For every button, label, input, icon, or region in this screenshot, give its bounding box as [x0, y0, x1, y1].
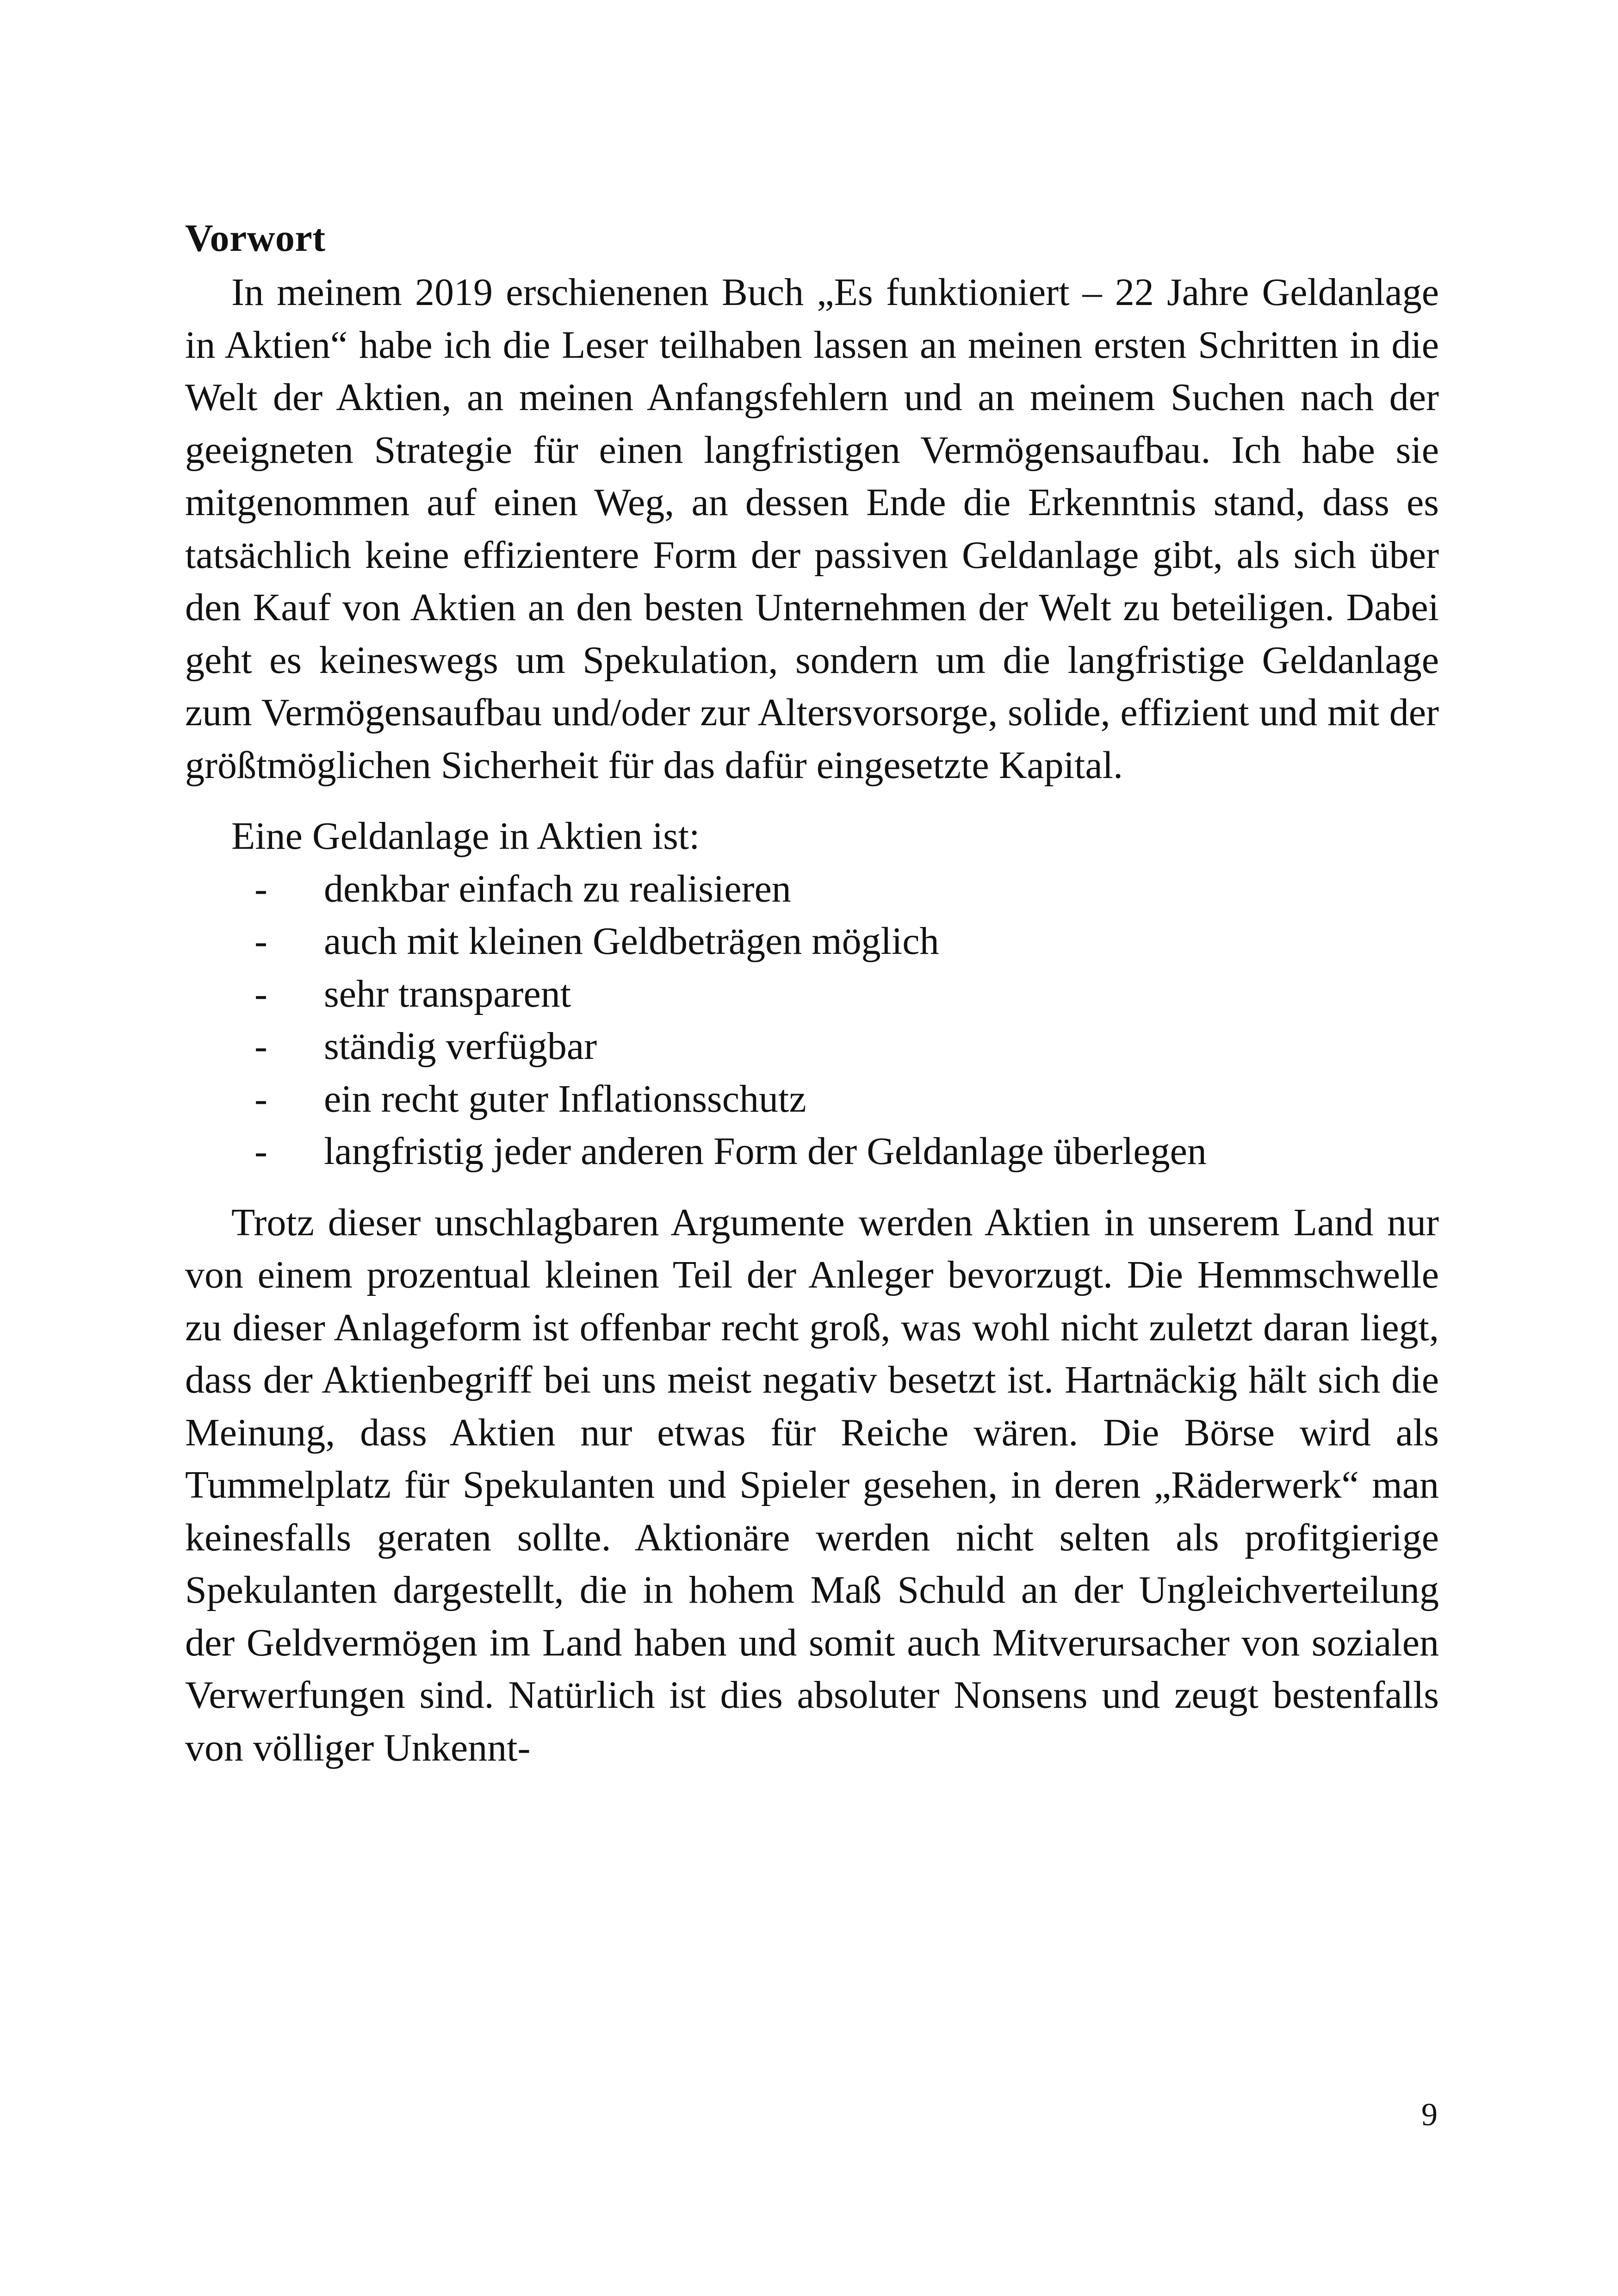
- feature-list: [185, 863, 1439, 1178]
- paragraph-spacer: [185, 791, 1439, 810]
- paragraph-argument: Trotz dieser unschlagbaren Argumente werden Aktien in unserem Land nur von einem prozentual kleinen Teil der Anleger bevorzugt. Die Hemmschwelle zu dieser Anlageform ist offenbar recht groß, was wohl nicht zuletzt daran liegt, dass der Aktienbegriff bei uns meist negativ besetzt ist. Hartnäckig hält sich die Meinung, dass Aktien nur etwas für Reiche wären. Die Börse wird als Tummelplatz für Spekulanten und Spieler gesehen, in deren „Räderwerk“ man keinesfalls geraten sollte. Aktionäre werden nicht selten als profitgierige Spekulanten dargestellt, die in hohem Maß Schuld an der Ungleichverteilung der Geldvermögen im Land haben und somit auch Mitverursacher von sozialen Verwerfungen sind. Natürlich ist dies absoluter Nonsens und zeugt bestenfalls von völliger Unkennt-: [185, 1201, 1439, 1769]
- paragraph-spacer: [185, 1178, 1439, 1196]
- list-item: [185, 968, 1439, 1020]
- list-item: [185, 863, 1439, 915]
- list-item: [185, 1125, 1439, 1178]
- list-item-text: sehr transparent: [324, 972, 571, 1015]
- list-item-text: denkbar einfach zu realisieren: [324, 867, 791, 910]
- bullet-marker: -: [254, 972, 267, 1015]
- page-number: 9: [1421, 2097, 1438, 2133]
- paragraph-intro: In meinem 2019 erschienenen Buch „Es funktioniert – 22 Jahre Geldanlage in Aktien“ habe ich die Leser teilhaben lassen an meinen ersten Schritten in die Welt der Aktien, an meinen Anfangsfehlern und an meinem Suchen nach der geeigneten Strategie für einen langfristigen Vermögensaufbau. Ich habe sie mitgenommen auf einen Weg, an dessen Ende die Erkenntnis stand, dass es tatsächlich keine effizientere Form der passiven Geldanlage gibt, als sich über den Kauf von Aktien an den besten Unternehmen der Welt zu beteiligen. Dabei geht es keineswegs um Spekulation, sondern um die langfristige Geldanlage zum Vermögensaufbau und/oder zur Altersvorsorge, solide, effizient und mit der größtmöglichen Sicherheit für das dafür eingesetzte Kapital.: [185, 271, 1439, 787]
- list-item: [185, 1020, 1439, 1073]
- list-item-text: auch mit kleinen Geldbeträgen möglich: [324, 920, 939, 963]
- bullet-marker: -: [254, 920, 267, 963]
- list-intro: Eine Geldanlage in Aktien ist:: [231, 815, 700, 858]
- list-item: [185, 915, 1439, 968]
- bullet-marker: -: [254, 1077, 267, 1120]
- list-item-text: ständig verfügbar: [324, 1025, 597, 1068]
- list-item-text: ein recht guter Inflationsschutz: [324, 1077, 806, 1120]
- bullet-marker: -: [254, 1025, 267, 1068]
- page-title: Vorwort: [185, 217, 326, 260]
- page-content: [185, 215, 1439, 1774]
- list-item: [185, 1073, 1439, 1126]
- bullet-marker: -: [254, 1130, 267, 1173]
- bullet-marker: -: [254, 867, 267, 910]
- list-item-text: langfristig jeder anderen Form der Geldanlage überlegen: [324, 1130, 1207, 1173]
